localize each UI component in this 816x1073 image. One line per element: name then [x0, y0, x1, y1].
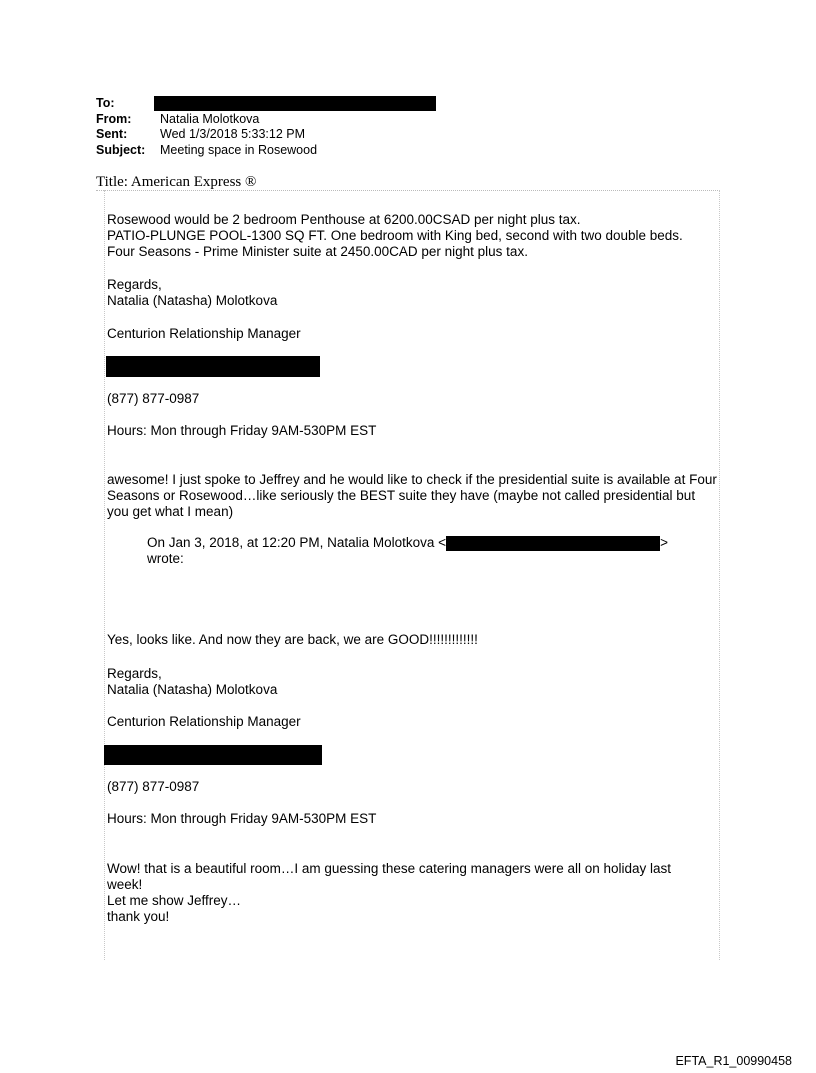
sent-value: Wed 1/3/2018 5:33:12 PM [160, 127, 306, 141]
reply-2-line-3: thank you! [107, 909, 170, 924]
subject-label: Subject: [96, 142, 146, 157]
to-label: To: [96, 96, 115, 110]
signature-2-phone: (877) 877-0987 [107, 779, 200, 794]
signature-1-role: Centurion Relationship Manager [107, 326, 301, 341]
redacted-contact-1 [106, 356, 320, 377]
signature-1-hours: Hours: Mon through Friday 9AM-530PM EST [107, 423, 377, 438]
quote-suffix: > [660, 535, 668, 550]
message-1-line-1: Rosewood would be 2 bedroom Penthouse at 6200.00CSAD per night plus tax. [107, 212, 581, 227]
redacted-recipient [154, 96, 436, 111]
message-1 [107, 212, 717, 260]
from-row [96, 112, 436, 128]
subject-row [96, 143, 436, 159]
signature-1-phone: (877) 877-0987 [107, 391, 200, 406]
redacted-email [446, 536, 660, 551]
signature-1 [107, 277, 717, 309]
redacted-contact-2 [104, 745, 322, 765]
to-row [96, 96, 436, 112]
sent-label: Sent: [96, 127, 128, 141]
reply-1-wrap [107, 472, 717, 520]
message-2-text: Yes, looks like. And now they are back, we are GOOD!!!!!!!!!!!!! [107, 632, 478, 647]
document-title: Title: American Express ® [96, 174, 257, 190]
from-value: Natalia Molotkova [160, 111, 260, 126]
from-label: From: [96, 111, 132, 126]
quote-wrote: wrote: [147, 551, 184, 566]
reply-2-line-1: Wow! that is a beautiful room…I am guessing these catering managers were all on holiday last week! [107, 861, 672, 892]
signature-1-name: Natalia (Natasha) Molotkova [107, 293, 278, 308]
reply-1-text: awesome! I just spoke to Jeffrey and he would like to check if the presidential suite is available at Four Seasons or Rosewood…like seriously the BEST suite they have (maybe not called presidential but you get what I mean) [107, 472, 717, 519]
signature-2 [107, 666, 717, 698]
signature-1-regards: Regards, [107, 277, 162, 292]
reply-2 [107, 861, 707, 925]
quote-prefix: On Jan 3, 2018, at 12:20 PM, Natalia Molotkova < [147, 535, 447, 550]
message-1-line-3: Four Seasons - Prime Minister suite at 2450.00CAD per night plus tax. [107, 244, 528, 259]
reply-2-line-2: Let me show Jeffrey… [107, 893, 242, 908]
signature-2-name: Natalia (Natasha) Molotkova [107, 682, 278, 697]
signature-2-hours: Hours: Mon through Friday 9AM-530PM EST [107, 811, 377, 826]
sent-row [96, 127, 436, 143]
signature-2-role: Centurion Relationship Manager [107, 714, 301, 729]
email-header [96, 96, 436, 158]
signature-2-regards: Regards, [107, 666, 162, 681]
bates-number: EFTA_R1_00990458 [675, 1054, 792, 1068]
message-1-line-2: PATIO-PLUNGE POOL-1300 SQ FT. One bedroom with King bed, second with two double beds. [107, 228, 683, 243]
subject-value: Meeting space in Rosewood [160, 142, 318, 157]
quote-attribution [147, 535, 707, 567]
